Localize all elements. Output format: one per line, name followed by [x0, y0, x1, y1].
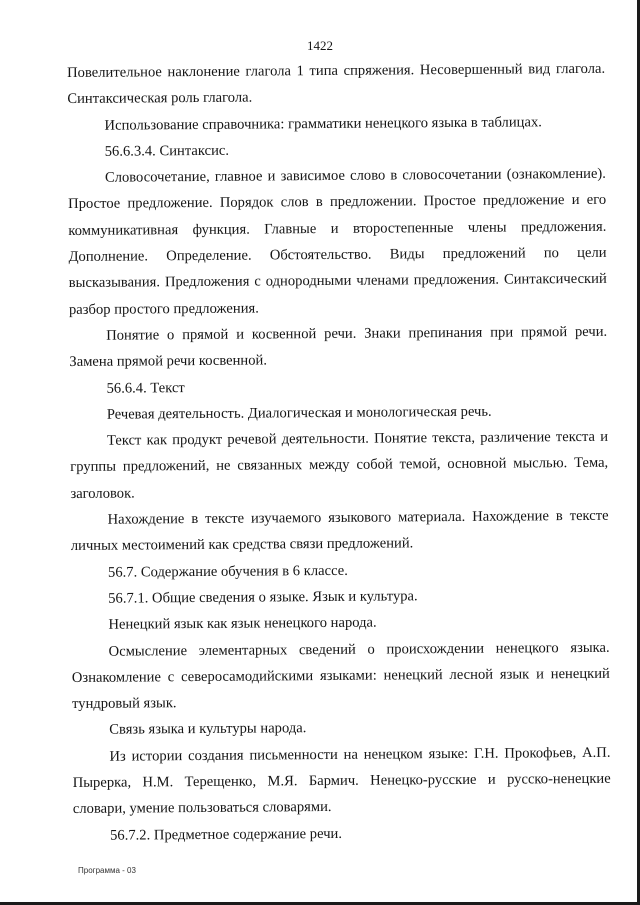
page-number: 1422 [307, 38, 333, 53]
document-body [67, 56, 611, 849]
paragraph: Повелительное наклонение глагола 1 типа спряжения. Несовершенный вид глагола. Синтаксическая роль глагола. [67, 60, 606, 108]
section-heading: 56.7.2. Предметное содержание речи. [110, 825, 343, 844]
section-heading: 56.7.1. Общие сведения о языке. Язык и культура. [108, 588, 418, 607]
section-heading: 56.7. Содержание обучения в 6 классе. [107, 562, 348, 581]
paragraph: Словосочетание, главное и зависимое слово в словосочетании (ознакомление). Простое предложение. Порядок слов в предложении. Простое предложение и его коммуникативная функция. Главные и второстепенные члены предложения. Дополнение. Определение. Обстоятельство. Виды предложений по цели высказывания. Предложения с однородными членами предложения. Синтаксический разбор простого предложения. [68, 165, 607, 318]
paragraph: Ненецкий язык как язык ненецкого народа. [108, 614, 377, 633]
paragraph: Понятие о прямой и косвенной речи. Знаки препинания при прямой речи. Замена прямой речи косвенной. [69, 323, 608, 371]
section-heading: 56.6.4. Текст [106, 379, 185, 397]
paragraph: Использование справочника: грамматики ненецкого языка в таблицах. [104, 113, 542, 134]
paragraph: Текст как продукт речевой деятельности. Понятие текста, различение текста и группы предложений, не связанных между собой темой, основной мыслью. Тема, заголовок. [70, 428, 609, 502]
page-footer: Программа - 03 [78, 866, 136, 875]
section-heading: 56.6.3.4. Синтаксис. [104, 142, 230, 160]
paragraph: Из истории создания письменности на ненецком языке: Г.Н. Прокофьев, А.П. Пырерка, Н.М. Терещенко, М.Я. Бармич. Ненецко-русские и русско-ненецкие словари, умение пользоваться словарями. [72, 744, 611, 818]
paragraph: Речевая деятельность. Диалогическая и монологическая речь. [106, 403, 492, 423]
paragraph: Связь языка и культуры народа. [109, 720, 307, 739]
paragraph: Нахождение в тексте изучаемого языкового материала. Нахождение в тексте личных местоимений как средства связи предложений. [70, 507, 609, 555]
paragraph: Осмысление элементарных сведений о происхождении ненецкого языка. Ознакомление с северосамодийскими языками: ненецкий лесной язык и ненецкий тундровый язык. [71, 639, 610, 713]
